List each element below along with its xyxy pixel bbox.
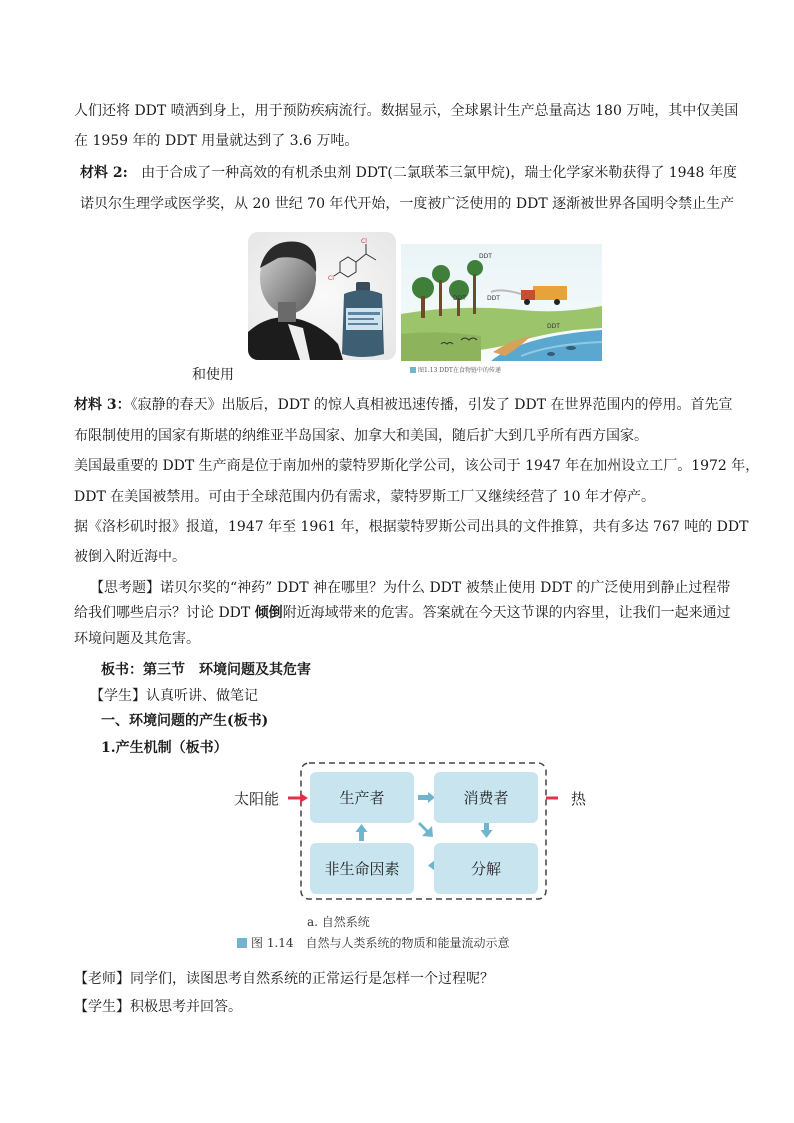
node-abiotic: 非生命因素 [310,843,414,894]
paragraph-line: 和使用 [192,367,234,383]
caption-square-icon [237,938,247,948]
material-2-text: 由于合成了一种高效的有机杀虫剂 DDT(二氯联苯三氯甲烷)，瑞士化学家米勒获得了 1948 年度 [141,165,737,181]
ddt-label: DDT [487,295,500,302]
paragraph-line: 据《洛杉矶时报》报道，1947 年至 1961 年，根据蒙特罗斯公司出具的文件推算，共有多达 767 吨的 DDT [74,519,749,535]
energy-flow-diagram [228,760,558,910]
paragraph-line: 给我们哪些启示？讨论 DDT 倾倒附近海域带来的危害。答案就在今天这节课的内容里，让我们一起来通过 [74,605,731,621]
paragraph-line: 【学生】积极思考并回答。 [74,999,242,1015]
figure-1-14-caption: 图 1.14 自然与人类系统的物质和能量流动示意 [237,934,510,951]
material-3-text: 《寂静的春天》出版后，DDT 的惊人真相被迅速传播，引发了 DDT 在世界范围内的停用。首先宣 [130,397,733,413]
material-2-label: 材料 2: [80,165,128,181]
paragraph-line: 诺贝尔生理学或医学奖，从 20 世纪 70 年代开始，一度被广泛使用的 DDT 逐渐被世界各国明令禁止生产 [80,196,735,212]
svg-text:Cl: Cl [328,275,334,282]
emphasis-text: 倾倒 [254,605,283,621]
diagram-subcaption: a. 自然系统 [307,915,370,929]
paragraph-line: 被倒入附近海中。 [74,549,186,565]
node-decomposition: 分解 [434,843,538,894]
section-heading: 一、环境问题的产生(板书) [101,713,269,729]
paragraph-line: 【思考题】诺贝尔奖的“神药” DDT 神在哪里？为什么 DDT 被禁止使用 DDT 的广泛使用到静止过程带 [90,580,731,596]
ddt-label: DDT [479,253,492,260]
paragraph-line: 环境问题及其危害。 [74,631,200,647]
node-producer: 生产者 [310,772,414,823]
paragraph-line: 美国最重要的 DDT 生产商是位于南加州的蒙特罗斯化学公司，该公司于 1947 年在加州设立工厂。1972 年， [74,458,760,474]
subsection-heading: 1.产生机制（板书） [101,740,228,756]
material-3-label: 材料 3： [74,397,131,413]
ddt-label: DDT [547,323,560,330]
paragraph-line: 人们还将 DDT 喷洒到身上，用于预防疾病流行。数据显示，全球累计生产总量高达 180 万吨，其中仅美国 [74,103,739,119]
figure-1-13-caption: 图1.13 DDT在食物链中的传递 [410,365,501,374]
material-3 [74,395,733,415]
paragraph-line: 布限制使用的国家有斯堪的纳维亚半岛国家、加拿大和美国，随后扩大到几乎所有西方国家。 [74,428,648,444]
caption-square-icon [410,367,416,373]
ddt-label: DDT [453,295,466,302]
ddt-food-chain-illustration [401,244,602,361]
paragraph-line: 【学生】认真听讲、做笔记 [90,688,258,704]
board-title: 板书：第三节 环境问题及其危害 [101,662,311,678]
svg-text:Cl: Cl [361,238,367,245]
node-consumer: 消费者 [434,772,538,823]
paragraph-line: 在 1959 年的 DDT 用量就达到了 3.6 万吨。 [74,133,359,149]
output-label-heat: 热 [571,790,587,808]
paragraph-line: DDT 在美国被禁用。可由于全球范围内仍有需求，蒙特罗斯工厂又继续经营了 10 年才停产。 [74,489,655,505]
muller-portrait-photo [248,232,396,360]
input-label-solar: 太阳能 [234,790,280,808]
material-2 [80,163,737,183]
paragraph-line: 【老师】同学们，读图思考自然系统的正常运行是怎样一个过程呢？ [74,971,494,987]
